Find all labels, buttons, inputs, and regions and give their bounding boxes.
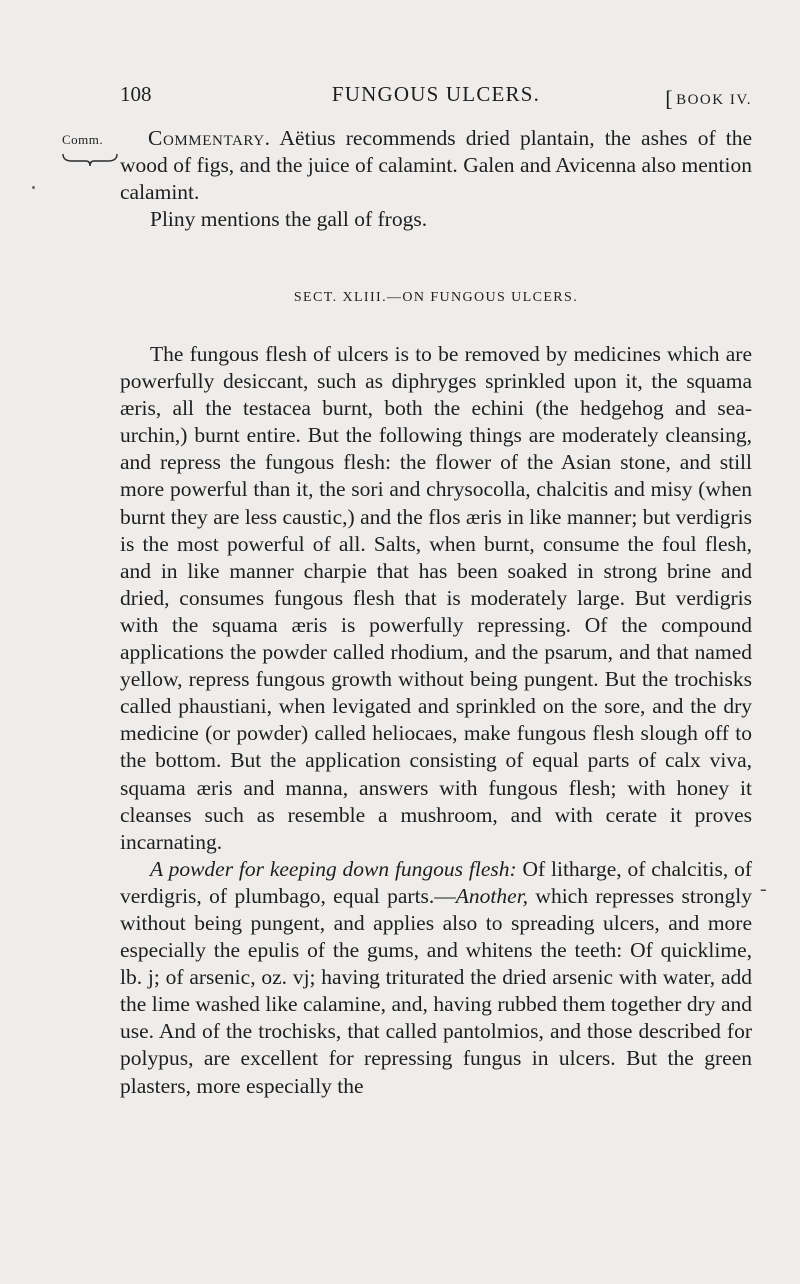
commentary-block xyxy=(120,125,752,233)
main-paragraph-1: The fungous flesh of ulcers is to be removed by medicines which are powerfully desiccant, such as diphryges sprinkled upon it, the squama æris, all the testacea burnt, both the echini (the hedgehog and sea-urchin,) burnt entire. But the following things are moderately cleansing, and repress the fungous flesh: the flower of the Asian stone, and still more powerful than it, the sori and chrysocolla, chalcitis and misy (when burnt they are less caustic,) and the flos æris in like manner; but verdigris is the most powerful of all. Salts, when burnt, consume the foul flesh, and in like manner charpie that has been soaked in strong brine and dried, consumes fungous flesh that is moderately large. But verdigris with the squama æris is powerfully repressing. Of the compound applications the powder called rhodium, and the psarum, and that named yellow, repress fungous growth without being pungent. But the trochisks called phaustiani, when levigated and sprinkled on the sore, and the dry medicine (or powder) called heliocaes, make fungous flesh slough off to the bottom. But the application consisting of equal parts of calx viva, squama æris and manna, answers with fungous flesh; with honey it cleanses such as resemble a mushroom, and with cerate it proves incarnating. xyxy=(120,342,752,854)
paper-speck xyxy=(32,186,35,189)
commentary-paragraph-2: Pliny mentions the gall of frogs. xyxy=(150,207,428,232)
main-text xyxy=(120,341,752,1100)
book-label xyxy=(665,84,752,110)
margin-note-comm: Comm. xyxy=(62,132,104,147)
commentary-text: Aëtius recommends dried plantain, the ashes of the wood of figs, and the juice of calamint. Galen and Avicenna also mention calamint. xyxy=(120,126,752,205)
powder-heading: A powder for keeping down fungous flesh: xyxy=(150,856,517,881)
page-header xyxy=(120,82,752,111)
main-paragraph-2 xyxy=(120,856,752,1100)
margin-brace-icon xyxy=(62,152,118,168)
book-bracket: [ xyxy=(665,86,675,111)
page-number: 108 xyxy=(120,82,152,106)
powder-text: Of litharge, of chalcitis, of verdigris, of plumbago, equal parts.— xyxy=(120,856,753,908)
another-heading: Another, xyxy=(455,883,529,908)
book-label-text: BOOK IV. xyxy=(676,92,752,108)
commentary-paragraph xyxy=(120,125,752,206)
running-title: FUNGOUS ULCERS. xyxy=(331,82,541,106)
margin-hyphen: - xyxy=(760,878,767,900)
section-title: SECT. XLIII.—ON FUNGOUS ULCERS. xyxy=(293,290,579,305)
another-text: which represses strongly without being pungent, and applies also to spreading ulcers, and more especially the epulis of the gums, and whitens the teeth: Of quicklime, lb. j; of arsenic, oz. vj; having triturated the dried arsenic with water, add the lime washed like calamine, and, having rubbed them together dry and use. And of the trochisks, that called pantolmios, and those described for polypus, are excellent for repressing fungus in ulcers. But the green plasters, more especially the xyxy=(120,883,752,1098)
commentary-lead: Commentary. xyxy=(148,126,271,150)
